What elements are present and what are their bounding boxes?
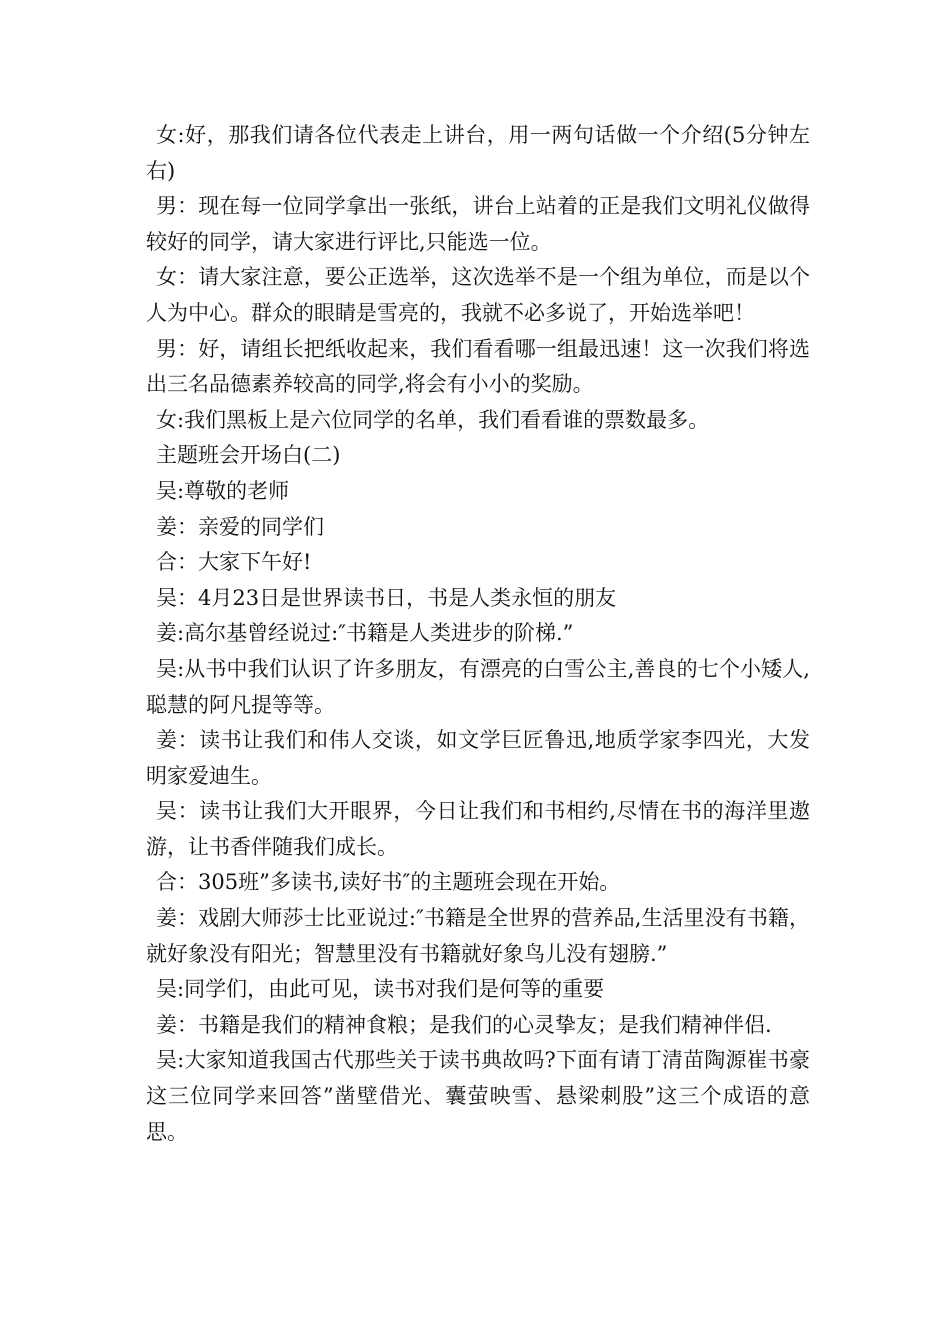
paragraph: 女：请大家注意，要公正选举，这次选举不是一个组为单位，而是以个人为中心。群众的眼睛是雪亮的，我就不必多说了，开始选举吧！ bbox=[146, 265, 810, 325]
paragraph: 姜:高尔基曾经说过:″书籍是人类进步的阶梯.” bbox=[156, 621, 574, 646]
paragraph: 吴:同学们，由此可见，读书对我们是何等的重要 bbox=[156, 977, 605, 1002]
paragraph: 吴:大家知道我国古代那些关于读书典故吗?下面有请丁清苗陶源崔书豪这三位同学来回答”凿壁借光、囊萤映雪、悬梁刺股”这三个成语的意思。 bbox=[146, 1048, 810, 1144]
paragraph: 合：305班”多读书,读好书″的主题班会现在开始。 bbox=[156, 870, 621, 895]
section-heading: 主题班会开场白(二) bbox=[156, 443, 341, 468]
paragraph: 吴:尊敬的老师 bbox=[156, 478, 290, 503]
paragraph: 男：现在每一位同学拿出一张纸，讲台上站着的正是我们文明礼仪做得较好的同学，请大家进行评比,只能选一位。 bbox=[146, 194, 810, 254]
paragraph: 姜：书籍是我们的精神食粮；是我们的心灵挚友；是我们精神伴侣. bbox=[156, 1012, 772, 1037]
paragraph: 姜：亲爱的同学们 bbox=[156, 514, 324, 539]
paragraph: 姜：戏剧大师莎士比亚说过:″书籍是全世界的营养品,生活里没有书籍，就好象没有阳光；智慧里没有书籍就好象鸟儿没有翅膀.” bbox=[146, 906, 810, 966]
paragraph: 合：大家下午好! bbox=[156, 550, 312, 575]
paragraph: 女:好，那我们请各位代表走上讲台，用一两句话做一个介绍(5分钟左右) bbox=[146, 123, 810, 183]
paragraph: 男：好，请组长把纸收起来，我们看看哪一组最迅速！这一次我们将选出三名品德素养较高的同学,将会有小小的奖励。 bbox=[146, 336, 810, 397]
document-body bbox=[146, 118, 810, 1150]
paragraph: 姜：读书让我们和伟人交谈，如文学巨匠鲁迅,地质学家李四光，大发明家爱迪生。 bbox=[146, 728, 810, 788]
paragraph: 吴：4月23日是世界读书日，书是人类永恒的朋友 bbox=[156, 585, 617, 610]
paragraph: 吴:从书中我们认识了许多朋友，有漂亮的白雪公主,善良的七个小矮人,聪慧的阿凡提等等。 bbox=[146, 656, 810, 717]
paragraph: 吴：读书让我们大开眼界，今日让我们和书相约,尽情在书的海洋里遨游，让书香伴随我们成长。 bbox=[146, 799, 810, 859]
paragraph: 女:我们黑板上是六位同学的名单，我们看看谁的票数最多。 bbox=[156, 407, 710, 432]
